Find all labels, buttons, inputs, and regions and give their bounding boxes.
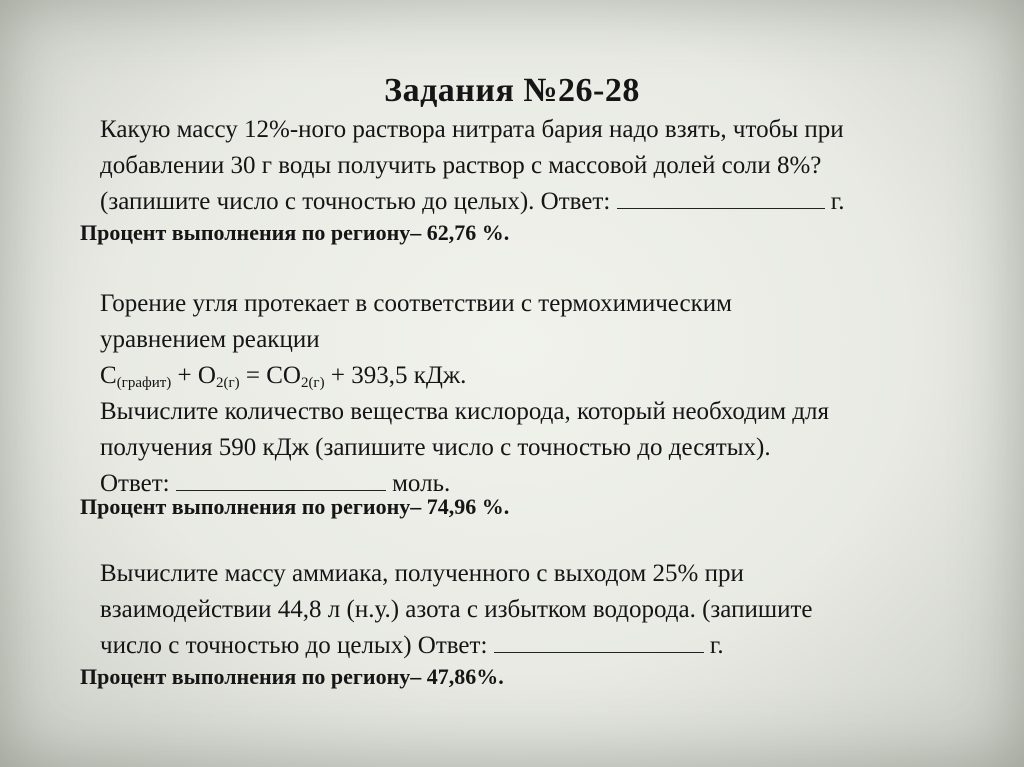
task-27-line-4: Вычислите количество вещества кислорода, который необходим для — [100, 398, 830, 425]
task-26-line-2: добавлении 30 г воды получить раствор с массовой долей соли 8%? — [100, 152, 822, 179]
eq-oxygen-sub: 2(г) — [215, 375, 240, 391]
task-26-result: Процент выполнения по региону– 62,76 %. — [80, 220, 510, 245]
eq-carbon-sub: (графит) — [116, 375, 172, 391]
eq-co2: = СО — [239, 362, 301, 389]
task-28-line-1: Вычислите массу аммиака, полученного с выходом 25% при — [100, 560, 744, 587]
task-27-equation — [100, 358, 980, 394]
slide-title: Задания №26-28 — [384, 72, 640, 109]
task-26 — [100, 112, 980, 220]
eq-energy: + 393,5 кДж. — [324, 362, 467, 389]
task-27-answer-unit: моль. — [392, 470, 451, 497]
task-28-line-2: взаимодействии 44,8 л (н.у.) азота с избытком водорода. (запишите — [100, 596, 813, 623]
task-26-answer-blank — [617, 188, 825, 209]
task-26-answer-label: (запишите число с точностью до целых). Ответ: — [100, 188, 611, 215]
task-28-result: Процент выполнения по региону– 47,86%. — [80, 664, 504, 689]
eq-oxygen: + О — [171, 362, 216, 389]
task-26-line-3 — [100, 184, 980, 220]
task-26-line-1: Какую массу 12%-ного раствора нитрата бария надо взять, чтобы при — [100, 116, 844, 143]
task-27-result: Процент выполнения по региону– 74,96 %. — [80, 494, 510, 519]
task-28-answer-label: число с точностью до целых) Ответ: — [100, 632, 488, 659]
task-27-answer-blank — [176, 470, 386, 491]
task-27-answer-label: Ответ: — [100, 470, 170, 497]
task-28-line-3 — [100, 628, 980, 664]
task-27 — [100, 286, 980, 502]
eq-co2-sub: 2(г) — [300, 375, 325, 391]
task-28-answer-blank — [494, 632, 704, 653]
task-28 — [100, 556, 980, 664]
task-27-line-1: Горение угля протекает в соответствии с термохимическим — [100, 290, 732, 317]
eq-carbon: С — [100, 362, 117, 389]
task-26-answer-unit: г. — [830, 188, 845, 215]
task-28-answer-unit: г. — [709, 632, 724, 659]
task-27-line-5: получения 590 кДж (запишите число с точностью до десятых). — [100, 434, 771, 461]
task-27-line-2: уравнением реакции — [100, 326, 320, 353]
